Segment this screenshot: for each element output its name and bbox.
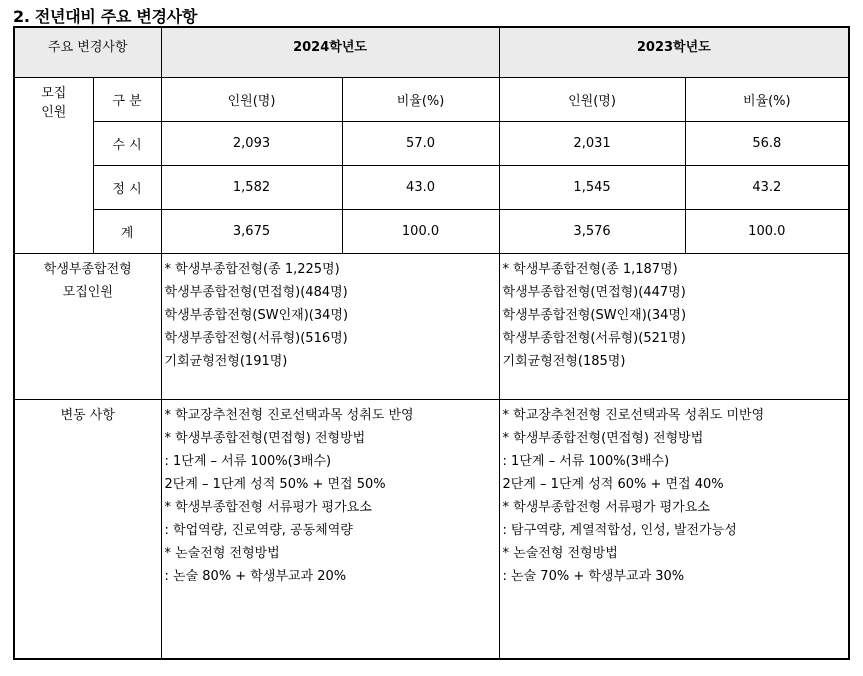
text-line: 학생부종합전형(SW인재)(34명) — [164, 308, 349, 323]
text-line: * 학생부종합전형(종 1,187명) — [502, 262, 678, 277]
header-2023: 2023학년도 — [499, 27, 849, 78]
text-line: * 학생부종합전형 서류평가 평가요소 — [164, 500, 372, 515]
row-label: 수 시 — [93, 122, 161, 166]
text-line: : 논술 70% + 학생부교과 30% — [502, 569, 685, 584]
cell-ratio-2024: 57.0 — [342, 122, 499, 166]
header-2024: 2024학년도 — [161, 27, 499, 78]
cell-count-2024: 1,582 — [161, 166, 342, 210]
cell-count-2023: 1,545 — [499, 166, 685, 210]
text-line: 학생부종합전형(면접형)(484명) — [164, 285, 348, 300]
student-comp-2023-cell — [499, 254, 849, 400]
text-line: 학생부종합전형(서류형)(521명) — [502, 331, 686, 346]
row-label: 계 — [93, 210, 161, 254]
recruit-row-susi — [14, 122, 849, 166]
text-line: * 논술전형 전형방법 — [164, 546, 280, 561]
student-comp-2024-cell — [161, 254, 499, 400]
recruit-row-jeongsi — [14, 166, 849, 210]
row-label: 정 시 — [93, 166, 161, 210]
text-line: * 학생부종합전형(종 1,225명) — [164, 262, 340, 277]
col-ratio-2024: 비율(%) — [342, 78, 499, 122]
cell-count-2024: 3,675 — [161, 210, 342, 254]
cell-ratio-2024: 43.0 — [342, 166, 499, 210]
changes-row — [14, 400, 849, 659]
cell-count-2023: 3,576 — [499, 210, 685, 254]
text-line: : 탐구역량, 계열적합성, 인성, 발전가능성 — [502, 523, 737, 538]
changes-2023-cell — [499, 400, 849, 659]
text-line: * 학생부종합전형 서류평가 평가요소 — [502, 500, 710, 515]
recruit-subheader-row — [14, 78, 849, 122]
cell-count-2024: 2,093 — [161, 122, 342, 166]
col-count-2024: 인원(명) — [161, 78, 342, 122]
cell-ratio-2023: 56.8 — [685, 122, 849, 166]
sub-header-division: 구 분 — [93, 78, 161, 122]
comparison-table — [13, 26, 850, 660]
col-count-2023: 인원(명) — [499, 78, 685, 122]
text-line: 학생부종합전형(서류형)(516명) — [164, 331, 348, 346]
text-line: 학생부종합전형(면접형)(447명) — [502, 285, 686, 300]
header-main-changes: 주요 변경사항 — [14, 27, 161, 78]
text-line: * 학생부종합전형(면접형) 전형방법 — [502, 431, 704, 446]
student-comp-row — [14, 254, 849, 400]
text-line: : 1단계 – 서류 100%(3배수) — [164, 454, 332, 469]
text-line: : 논술 80% + 학생부교과 20% — [164, 569, 347, 584]
text-line: * 학교장추천전형 진로선택과목 성취도 미반영 — [502, 408, 765, 423]
cell-ratio-2024: 100.0 — [342, 210, 499, 254]
text-line: * 논술전형 전형방법 — [502, 546, 618, 561]
cell-ratio-2023: 100.0 — [685, 210, 849, 254]
text-line: 기회균형전형(185명) — [502, 354, 626, 369]
text-line: * 학생부종합전형(면접형) 전형방법 — [164, 431, 366, 446]
text-line: 학생부종합전형(SW인재)(34명) — [502, 308, 687, 323]
text-line: * 학교장추천전형 진로선택과목 성취도 반영 — [164, 408, 414, 423]
text-line: : 1단계 – 서류 100%(3배수) — [502, 454, 670, 469]
text-line: 기회균형전형(191명) — [164, 354, 288, 369]
cell-ratio-2023: 43.2 — [685, 166, 849, 210]
cell-count-2023: 2,031 — [499, 122, 685, 166]
changes-label-cell: 변동 사항 — [14, 400, 161, 659]
recruit-label-cell: 모집 인원 — [14, 78, 93, 254]
changes-2024-cell — [161, 400, 499, 659]
text-line: 2단계 – 1단계 성적 60% + 면접 40% — [502, 477, 724, 492]
header-row — [14, 27, 849, 78]
section-title: 2. 전년대비 주요 변경사항 — [13, 7, 197, 26]
student-comp-label-cell: 학생부종합전형 모집인원 — [14, 254, 161, 400]
text-line: 2단계 – 1단계 성적 50% + 면접 50% — [164, 477, 386, 492]
recruit-row-total — [14, 210, 849, 254]
col-ratio-2023: 비율(%) — [685, 78, 849, 122]
text-line: : 학업역량, 진로역량, 공동체역량 — [164, 523, 353, 538]
